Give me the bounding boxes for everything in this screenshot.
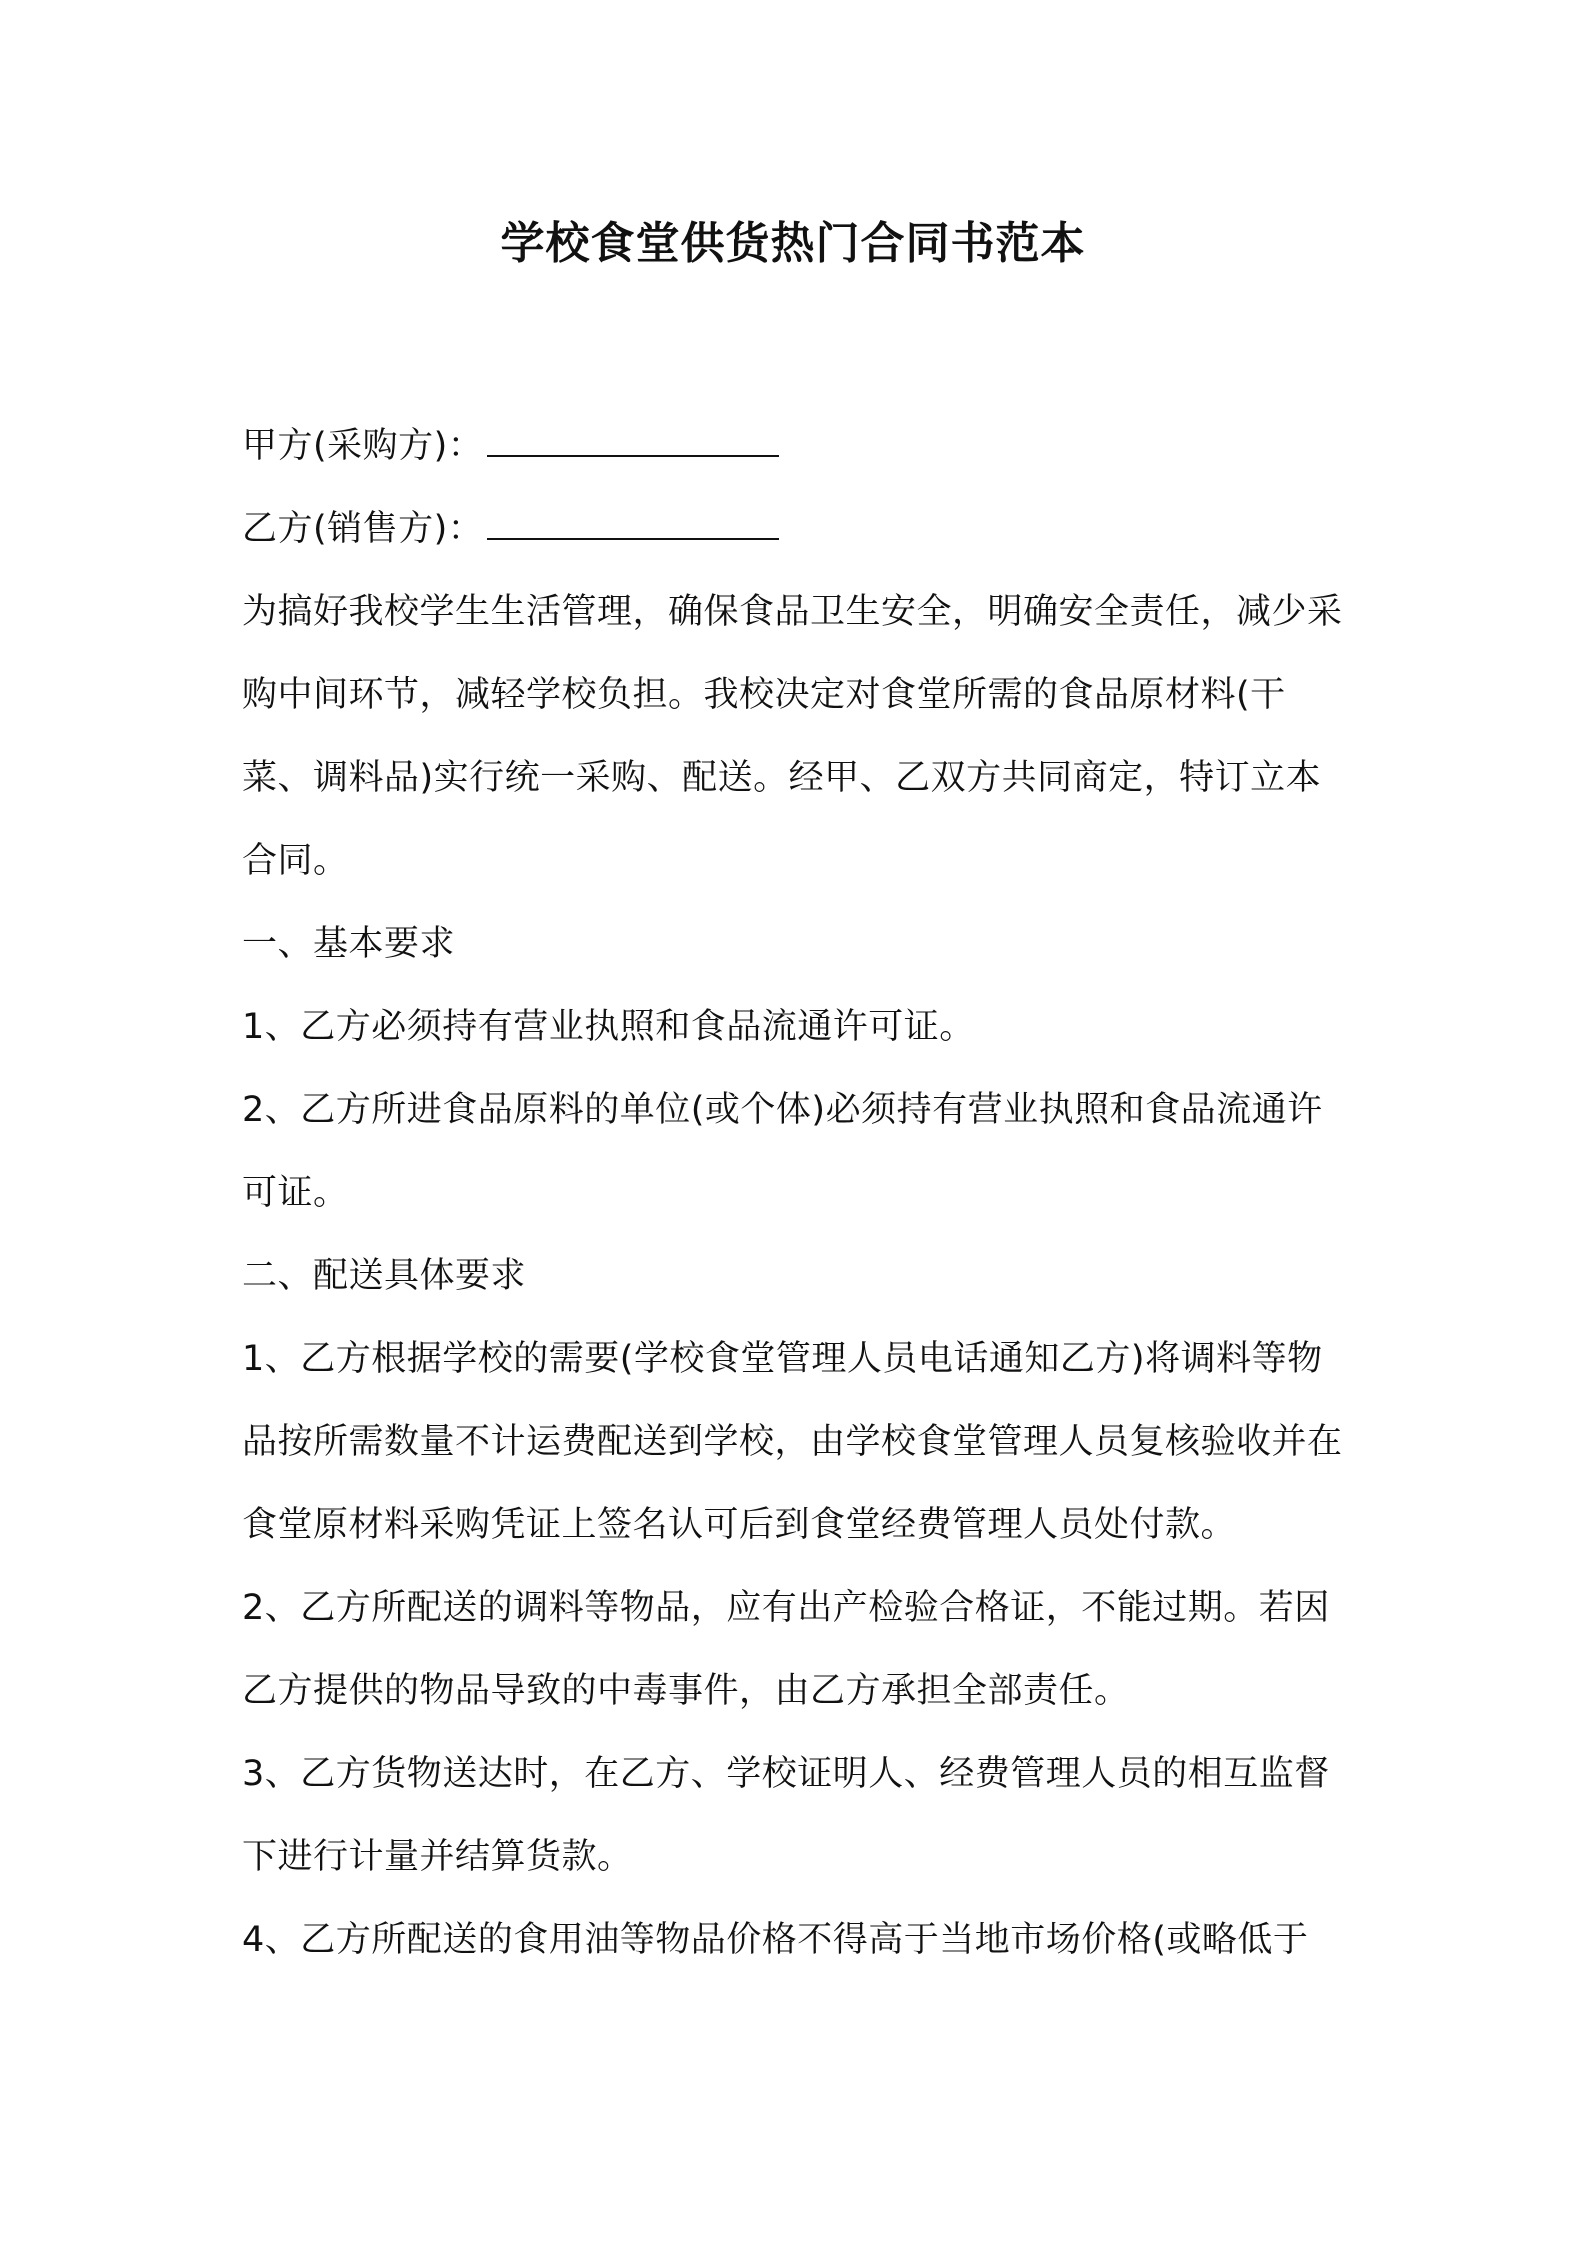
clause-2-4: 4、乙方所配送的食用油等物品价格不得高于当地市场价格(或略低于 (242, 1920, 1309, 1960)
section-heading-basic-requirements: 一、基本要求 (242, 924, 456, 964)
document-title: 学校食堂供货热门合同书范本 (500, 218, 1086, 269)
clause-1-1: 1、乙方必须持有营业执照和食品流通许可证。 (242, 1007, 975, 1047)
clause-2-2: 2、乙方所配送的调料等物品，应有出产检验合格证，不能过期。若因乙方提供的物品导致的中毒事件，由乙方承担全部责任。 (242, 1588, 1330, 1711)
party-a-line (242, 405, 1354, 488)
clause-2-1: 1、乙方根据学校的需要(学校食堂管理人员电话通知乙方)将调料等物品按所需数量不计运费配送到学校，由学校食堂管理人员复核验收并在食堂原材料采购凭证上签名认可后到食堂经费管理人员处付款。 (242, 1339, 1343, 1545)
party-a-label: 甲方(采购方)： (242, 426, 484, 466)
party-b-label: 乙方(销售方)： (242, 509, 484, 549)
section-heading-delivery-requirements: 二、配送具体要求 (242, 1256, 527, 1296)
party-a-blank (487, 409, 779, 457)
document-body (242, 405, 1354, 1982)
party-b-blank (487, 492, 779, 540)
party-b-line (242, 488, 1354, 571)
intro-paragraph: 为搞好我校学生生活管理，确保食品卫生安全，明确安全责任，减少采购中间环节，减轻学校负担。我校决定对食堂所需的食品原材料(干菜、调料品)实行统一采购、配送。经甲、乙双方共同商定，特订立本合同。 (242, 592, 1343, 881)
clause-1-2: 2、乙方所进食品原料的单位(或个体)必须持有营业执照和食品流通许可证。 (242, 1090, 1323, 1213)
clause-2-3: 3、乙方货物送达时，在乙方、学校证明人、经费管理人员的相互监督下进行计量并结算货款。 (242, 1754, 1330, 1877)
